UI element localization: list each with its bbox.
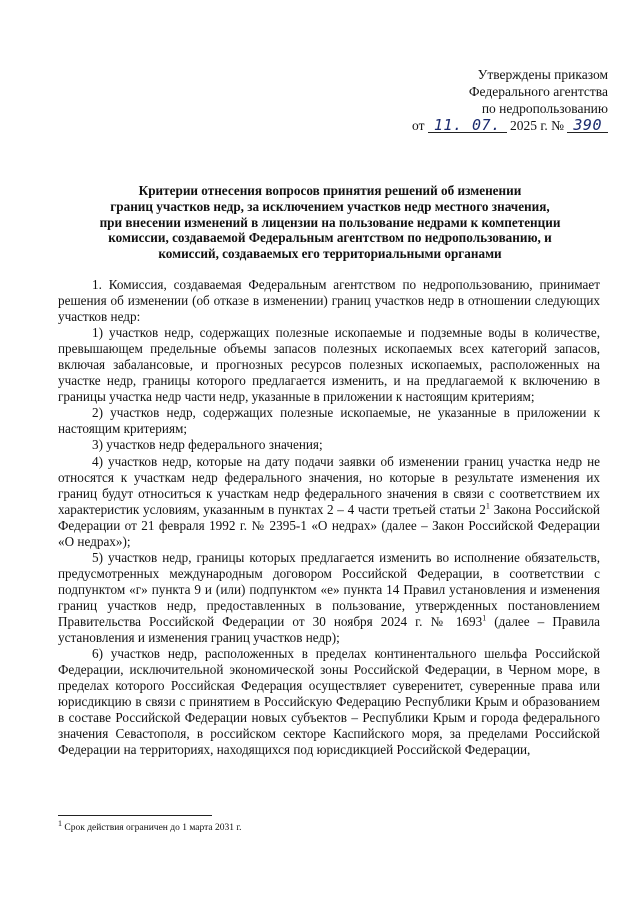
title-line-2: границ участков недр, за исключением участков недр местного значения, [110,198,550,214]
paragraph-item-1: 1) участков недр, содержащих полезные ископаемые и подземные воды в количестве, превышающем предельные объемы запасов полезных ископаемых всех категорий запасов, включая забалансовые, и прогнозных ресурсов полезных ископаемых, расположенных на участке недр, границы которого предлагается изменить, и на предлагаемой к включению в границы участка недр части недр, указанные в приложении к настоящим критериям; [58,325,600,405]
paragraph-1: 1. Комиссия, создаваемая Федеральным агентством по недропользованию, принимает решения об изменении (об отказе в изменении) границ участков недр в отношении следующих участков недр: [58,277,600,325]
footnote [58,818,242,834]
approval-line-3: по недропользованию [481,101,608,116]
order-date-handwritten: 11. 07. [428,118,507,133]
paragraph-item-5 [58,550,600,646]
title-line-3: при внесении изменений в лицензии на пользование недрами к компетенции [99,214,561,230]
order-prefix: от [412,118,425,133]
approval-line-1: Утверждены приказом [477,67,608,82]
footnote-text: Срок действия ограничен до 1 марта 2031 г. [62,823,242,833]
paragraph-item-4-text-a: 4) участков недр, которые на дату подачи заявки об изменении границ участка недр не относятся к участкам недр федерального значения, но которые в результате изменения их границ будут относиться к участкам недр федерального значения в связи с соответствием их характеристик условиям, указанным в пунктах 2 – 4 части третьей статьи 2 [58,453,600,517]
approval-stamp [388,66,608,134]
paragraph-item-4-text-b: Закона Российской Федерации от 21 февраля 1992 г. № 2395-1 «О недрах» (далее – Закон Российской Федерации «О недрах»); [58,501,600,549]
title-line-1: Критерии отнесения вопросов принятия решений об изменении [138,183,522,198]
approval-line-2: Федерального агентства [468,84,608,99]
footnote-mark: 1 [58,818,62,828]
document-title [60,183,600,262]
footnote-separator [58,815,212,816]
paragraph-item-5-text-a: 5) участков недр, границы которых предлагается изменить во исполнение обязательств, предусмотренных международным договором Российской Федерации, в соответствии с подпунктом «г» пункта 9 и (или) подпунктом «е» пункта 14 Правил установления и изменения границ участков недр, предоставленных в пользование, утвержденных постановлением Правительства Российской Федерации от 30 ноября 2024 г. № 1693 [58,549,600,629]
paragraph-item-4-sup: 1 [485,501,490,511]
order-year: 2025 г. № [510,118,565,133]
paragraph-item-2: 2) участков недр, содержащих полезные ископаемые, не указанные в приложении к настоящим критериям; [58,405,600,437]
paragraph-item-6: 6) участков недр, расположенных в пределах континентального шельфа Российской Федерации, исключительной экономической зоны Российской Федерации, в Черном море, в пределах которого Российская Федерация осуществляет суверенитет, суверенные права или юрисдикцию в связи с принятием в Российскую Федерацию Республики Крым и образованием в составе Российской Федерации новых субъектов – Республики Крым и города федерального значения Севастополя, в российском секторе Каспийского моря, за пределами Российской Федерации на территориях, находящихся под юрисдикцией Российской Федерации, [58,646,600,758]
paragraph-item-4 [58,454,600,550]
title-line-5: комиссий, создаваемых его территориальными органами [158,246,502,262]
title-line-4: комиссии, создаваемой Федеральным агентством по недропользованию, и [108,230,552,246]
paragraph-item-3: 3) участков недр федерального значения; [92,437,323,453]
order-reference [388,117,608,134]
paragraph-item-5-text-b: (далее – Правила установления и изменения границ участков недр); [58,613,601,646]
order-number-handwritten: 390 [567,118,608,133]
document-body [58,277,600,758]
footnote-reference: 1 [482,613,487,623]
